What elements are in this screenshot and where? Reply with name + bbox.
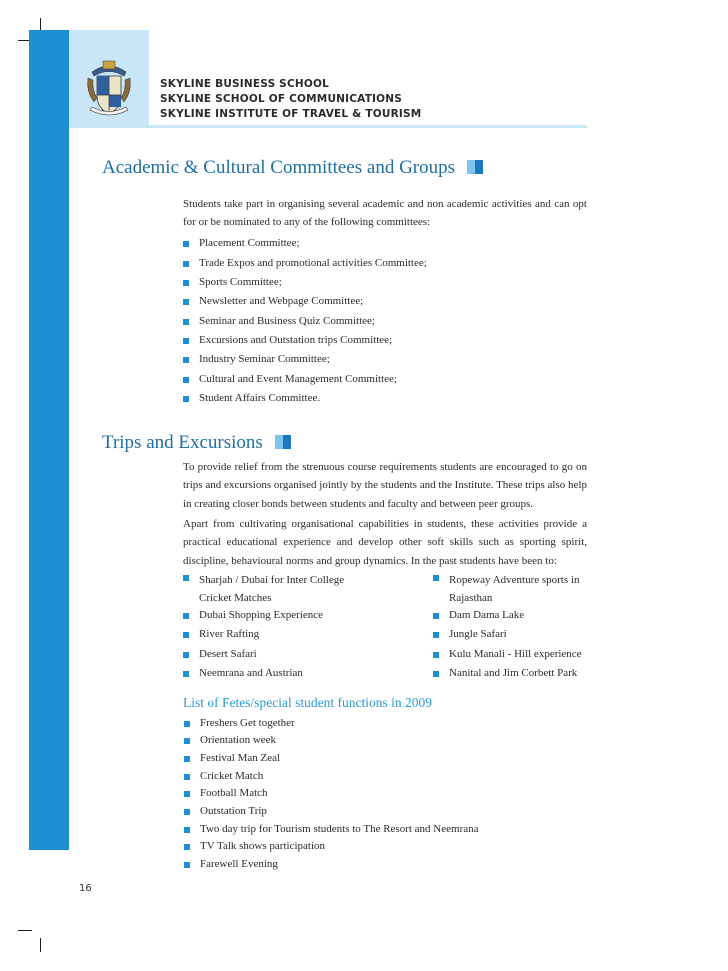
bullet-icon [183, 671, 189, 677]
bullet-icon [183, 319, 189, 325]
bullet-icon [183, 613, 189, 619]
crop-mark [40, 938, 41, 952]
page-number: 16 [79, 883, 92, 894]
school-name-line: SKYLINE SCHOOL OF COMMUNICATIONS [160, 93, 403, 105]
bullet-icon [183, 241, 189, 247]
committees-intro: Students take part in organising several academic and non academic activities and can opt for or be nominated to any of the following committees: [183, 198, 587, 229]
fetes-heading: List of Fetes/special student functions in 2009 [183, 695, 432, 710]
bullet-icon [183, 280, 189, 286]
bullet-icon [183, 575, 189, 581]
trips-heading: Trips and Excursions [102, 432, 291, 454]
bullet-icon [184, 721, 190, 727]
crop-mark [18, 930, 32, 931]
bullet-icon [433, 671, 439, 677]
bullet-icon [433, 632, 439, 638]
bullet-icon [184, 862, 190, 868]
bullet-icon [183, 377, 189, 383]
committees-heading: Academic & Cultural Committees and Groups [102, 157, 483, 179]
heading-square-icon [467, 160, 483, 174]
bullet-icon [184, 844, 190, 850]
trips-paragraph: Apart from cultivating organisational capabilities in students, these activities provide a practical educational experience and develop other soft skills such as sporting spirit, discipline, behavioural norms and group dynamics. In the past students have been to: [183, 518, 587, 567]
bullet-icon [184, 791, 190, 797]
bullet-icon [184, 827, 190, 833]
header-rule [69, 125, 587, 128]
bullet-icon [433, 613, 439, 619]
bullet-icon [433, 575, 439, 581]
bullet-icon [183, 299, 189, 305]
bullet-icon [183, 632, 189, 638]
bullet-icon [183, 338, 189, 344]
bullet-icon [184, 774, 190, 780]
school-name-line: SKYLINE BUSINESS SCHOOL [160, 78, 329, 90]
bullet-icon [183, 396, 189, 402]
school-name-line: SKYLINE INSTITUTE OF TRAVEL & TOURISM [160, 108, 422, 120]
school-crest-logo [84, 58, 134, 120]
bullet-icon [183, 652, 189, 658]
bullet-icon [183, 261, 189, 267]
heading-square-icon [275, 435, 291, 449]
side-accent-band [29, 30, 69, 850]
bullet-icon [183, 357, 189, 363]
bullet-icon [433, 652, 439, 658]
bullet-icon [184, 809, 190, 815]
bullet-icon [184, 756, 190, 762]
trips-paragraph: To provide relief from the strenuous course requirements students are encouraged to go on trips and excursions organised jointly by the students and the Institute. These trips also help in creating closer bonds between students and faculty and between peer groups. [183, 461, 587, 510]
bullet-icon [184, 738, 190, 744]
